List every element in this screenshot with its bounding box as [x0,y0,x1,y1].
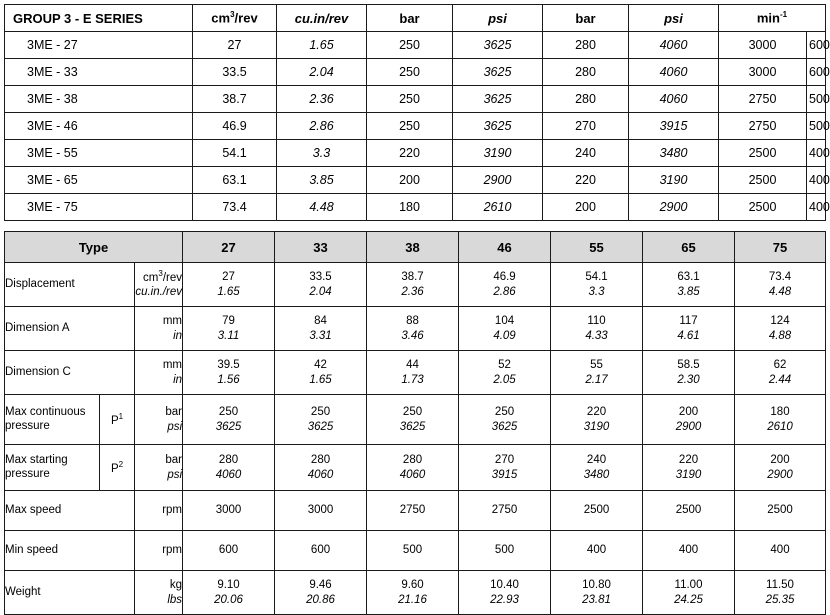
cell-maxstart-75: 200 2900 [735,445,826,491]
cell-rpm-max: 2750 [719,86,807,113]
row-label-max-starting-pressure: Max starting pressure [5,445,100,491]
cell-rpm-min: 500 [807,113,826,140]
model-name: 3ME - 65 [5,167,193,194]
top-header-psi-1: psi [453,5,543,32]
row-label-weight: Weight [5,571,135,615]
cell-cm3rev: 46.9 [193,113,277,140]
row-label-max-continuous-pressure: Max continuous pressure [5,395,100,445]
cell-bar-1: 250 [367,113,453,140]
row-unit-min-speed: rpm [135,531,183,571]
cell-minspeed-65: 400 [643,531,735,571]
cell-cuinrev: 2.86 [277,113,367,140]
cell-displacement-38: 38.7 2.36 [367,263,459,307]
cell-dimension-a-46: 104 4.09 [459,307,551,351]
cell-maxstart-38: 280 4060 [367,445,459,491]
model-name: 3ME - 75 [5,194,193,221]
row-label-dimension-a: Dimension A [5,307,135,351]
table-row [5,167,826,194]
cell-displacement-27: 27 1.65 [183,263,275,307]
model-name: 3ME - 46 [5,113,193,140]
cell-rpm-min: 400 [807,140,826,167]
cell-cuinrev: 3.85 [277,167,367,194]
cell-weight-75: 11.50 25.35 [735,571,826,615]
cell-dimension-c-27: 39.5 1.56 [183,351,275,395]
cell-psi-2: 2900 [629,194,719,221]
cell-rpm-max: 3000 [719,32,807,59]
cell-maxspeed-65: 2500 [643,491,735,531]
cell-maxcont-55: 220 3190 [551,395,643,445]
cell-rpm-max: 2750 [719,113,807,140]
cell-maxspeed-46: 2750 [459,491,551,531]
cell-rpm-max: 3000 [719,59,807,86]
table-row [5,86,826,113]
cell-psi-1: 3625 [453,32,543,59]
cell-bar-1: 250 [367,86,453,113]
cell-weight-55: 10.80 23.81 [551,571,643,615]
cell-maxstart-33: 280 4060 [275,445,367,491]
table-separator [4,221,826,231]
model-name: 3ME - 38 [5,86,193,113]
cell-maxspeed-33: 3000 [275,491,367,531]
cell-bar-2: 280 [543,59,629,86]
row-unit-max-continuous-pressure: bar psi [135,395,183,445]
row-unit-dimension-c: mm in [135,351,183,395]
cell-dimension-c-55: 55 2.17 [551,351,643,395]
cell-maxspeed-27: 3000 [183,491,275,531]
cell-rpm-max: 2500 [719,167,807,194]
cell-cm3rev: 54.1 [193,140,277,167]
cell-psi-1: 3625 [453,86,543,113]
table-row-displacement [5,263,826,307]
cell-dimension-c-46: 52 2.05 [459,351,551,395]
cell-maxcont-33: 250 3625 [275,395,367,445]
table-row [5,194,826,221]
cell-dimension-a-75: 124 4.88 [735,307,826,351]
cell-rpm-min: 400 [807,167,826,194]
cell-cm3rev: 33.5 [193,59,277,86]
size-header-75: 75 [735,232,826,263]
cell-displacement-65: 63.1 3.85 [643,263,735,307]
cell-bar-1: 200 [367,167,453,194]
row-unit-dimension-a: mm in [135,307,183,351]
top-header-bar-1: bar [367,5,453,32]
cell-bar-2: 270 [543,113,629,140]
row-label-displacement: Displacement [5,263,135,307]
cell-rpm-min: 600 [807,32,826,59]
top-header-bar-2: bar [543,5,629,32]
cell-rpm-min: 500 [807,86,826,113]
cell-rpm-min: 600 [807,59,826,86]
cell-dimension-c-75: 62 2.44 [735,351,826,395]
cell-maxcont-75: 180 2610 [735,395,826,445]
cell-minspeed-38: 500 [367,531,459,571]
top-table-header-row [5,5,826,32]
model-name: 3ME - 27 [5,32,193,59]
table-row [5,113,826,140]
table-row-max-starting-pressure [5,445,826,491]
cell-cm3rev: 38.7 [193,86,277,113]
row-unit-max-speed: rpm [135,491,183,531]
size-header-55: 55 [551,232,643,263]
cell-cm3rev: 27 [193,32,277,59]
cell-cuinrev: 4.48 [277,194,367,221]
group3-e-series-table [4,4,830,221]
cell-psi-2: 3915 [629,113,719,140]
top-header-cm3rev: $cm^3$/rev [193,5,277,32]
cell-bar-1: 180 [367,194,453,221]
cell-psi-2: 3480 [629,140,719,167]
cell-cuinrev: 2.36 [277,86,367,113]
cell-bar-2: 200 [543,194,629,221]
row-unit-displacement: $cm^3$/rev cu.in./rev [135,263,183,307]
cell-bar-2: 280 [543,86,629,113]
model-name: 3ME - 55 [5,140,193,167]
table-row [5,32,826,59]
cell-psi-1: 3190 [453,140,543,167]
cell-maxstart-46: 270 3915 [459,445,551,491]
cell-displacement-55: 54.1 3.3 [551,263,643,307]
row-unit-weight: kg lbs [135,571,183,615]
cell-bar-1: 250 [367,32,453,59]
cell-psi-2: 4060 [629,59,719,86]
row-label-dimension-c: Dimension C [5,351,135,395]
cell-maxcont-46: 250 3625 [459,395,551,445]
top-table-title: GROUP 3 - E SERIES [5,5,193,32]
size-header-27: 27 [183,232,275,263]
top-header-cuinrev: cu.in/rev [277,5,367,32]
top-header-psi-2: psi [629,5,719,32]
cell-weight-46: 10.40 22.93 [459,571,551,615]
bottom-table-header-row [5,232,826,263]
cell-bar-2: 220 [543,167,629,194]
cell-psi-2: 4060 [629,86,719,113]
cell-maxspeed-55: 2500 [551,491,643,531]
cell-cuinrev: 2.04 [277,59,367,86]
cell-dimension-a-55: 110 4.33 [551,307,643,351]
cell-maxstart-27: 280 4060 [183,445,275,491]
cell-dimension-c-33: 42 1.65 [275,351,367,395]
cell-dimension-a-33: 84 3.31 [275,307,367,351]
cell-dimension-c-38: 44 1.73 [367,351,459,395]
table-row [5,59,826,86]
cell-rpm-max: 2500 [719,194,807,221]
row-p1-symbol: $P^1$ [100,395,135,445]
cell-psi-1: 2900 [453,167,543,194]
size-header-38: 38 [367,232,459,263]
row-label-max-speed: Max speed [5,491,135,531]
type-specification-table [4,231,826,615]
cell-bar-1: 250 [367,59,453,86]
cell-rpm-min: 400 [807,194,826,221]
cell-psi-1: 3625 [453,113,543,140]
cell-cuinrev: 3.3 [277,140,367,167]
cell-cm3rev: 63.1 [193,167,277,194]
table-row-dimension-c [5,351,826,395]
cell-maxstart-55: 240 3480 [551,445,643,491]
row-p2-symbol: $P^2$ [100,445,135,491]
cell-maxcont-27: 250 3625 [183,395,275,445]
cell-psi-2: 4060 [629,32,719,59]
size-header-46: 46 [459,232,551,263]
cell-cm3rev: 73.4 [193,194,277,221]
table-row-max-speed [5,491,826,531]
cell-dimension-c-65: 58.5 2.30 [643,351,735,395]
cell-displacement-75: 73.4 4.48 [735,263,826,307]
size-header-33: 33 [275,232,367,263]
cell-maxspeed-38: 2750 [367,491,459,531]
cell-dimension-a-65: 117 4.61 [643,307,735,351]
cell-maxcont-38: 250 3625 [367,395,459,445]
cell-weight-65: 11.00 24.25 [643,571,735,615]
table-row-max-continuous-pressure [5,395,826,445]
cell-minspeed-27: 600 [183,531,275,571]
cell-minspeed-55: 400 [551,531,643,571]
cell-rpm-max: 2500 [719,140,807,167]
model-name: 3ME - 33 [5,59,193,86]
type-header: Type [5,232,183,263]
table-row-min-speed [5,531,826,571]
cell-displacement-33: 33.5 2.04 [275,263,367,307]
cell-weight-27: 9.10 20.06 [183,571,275,615]
cell-maxspeed-75: 2500 [735,491,826,531]
table-row [5,140,826,167]
cell-minspeed-33: 600 [275,531,367,571]
cell-dimension-a-38: 88 3.46 [367,307,459,351]
cell-psi-2: 3190 [629,167,719,194]
cell-maxstart-65: 220 3190 [643,445,735,491]
top-header-min1: $\min^{-1}$ [719,5,826,32]
row-unit-max-starting-pressure: bar psi [135,445,183,491]
size-header-65: 65 [643,232,735,263]
row-label-min-speed: Min speed [5,531,135,571]
cell-weight-38: 9.60 21.16 [367,571,459,615]
cell-bar-2: 280 [543,32,629,59]
cell-maxcont-65: 200 2900 [643,395,735,445]
cell-weight-33: 9.46 20.86 [275,571,367,615]
cell-dimension-a-27: 79 3.11 [183,307,275,351]
cell-bar-1: 220 [367,140,453,167]
cell-bar-2: 240 [543,140,629,167]
cell-displacement-46: 46.9 2.86 [459,263,551,307]
cell-psi-1: 3625 [453,59,543,86]
table-row-dimension-a [5,307,826,351]
cell-cuinrev: 1.65 [277,32,367,59]
cell-minspeed-46: 500 [459,531,551,571]
cell-psi-1: 2610 [453,194,543,221]
cell-minspeed-75: 400 [735,531,826,571]
